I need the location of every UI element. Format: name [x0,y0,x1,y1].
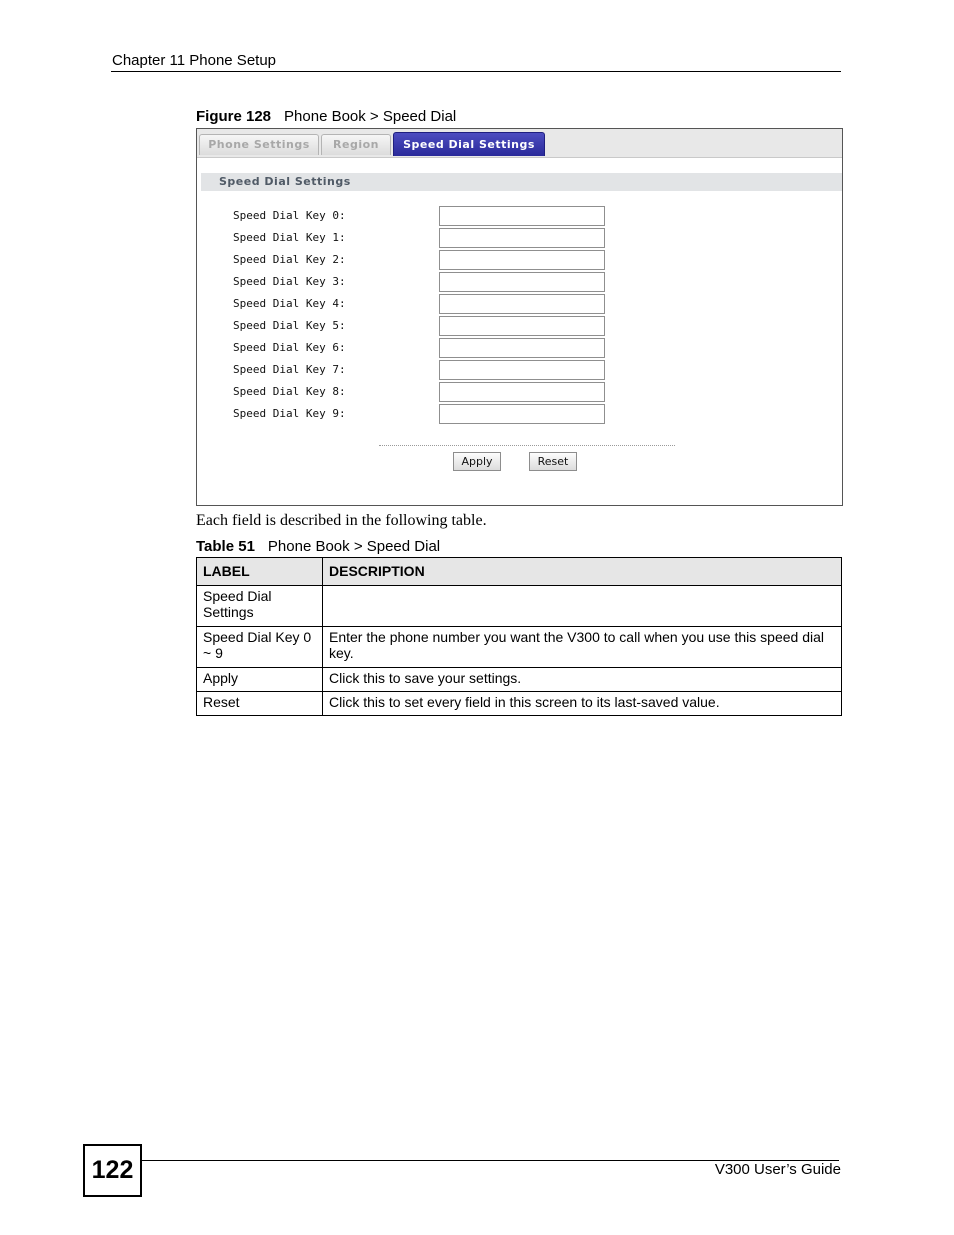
table-title: Phone Book > Speed Dial [267,538,441,555]
speed-dial-key-9-label: Speed Dial Key 9: [233,407,346,420]
table-header-row [197,558,842,586]
speed-dial-key-0-input[interactable] [439,206,605,226]
speed-dial-key-3-input[interactable] [439,272,605,292]
table-row [197,586,842,627]
apply-button[interactable]: Apply [453,452,501,471]
tab-bar [197,129,842,158]
speed-dial-key-2-label: Speed Dial Key 2: [233,253,346,266]
row-description-cell: Click this to save your settings. [323,668,842,692]
table-caption [196,538,440,555]
intro-text: Each field is described in the following table. [196,512,487,529]
tab-speed-dial-settings[interactable]: Speed Dial Settings [393,132,545,156]
speed-dial-key-7-label: Speed Dial Key 7: [233,363,346,376]
row-description-cell [323,586,842,627]
speed-dial-key-4-label: Speed Dial Key 4: [233,297,346,310]
figure-number: Figure 128 [196,108,272,125]
speed-dial-screenshot [196,128,843,506]
tab-region[interactable]: Region [321,134,391,155]
speed-dial-key-6-input[interactable] [439,338,605,358]
speed-dial-key-1-input[interactable] [439,228,605,248]
tab-phone-settings[interactable]: Phone Settings [199,134,319,155]
figure-caption [196,108,456,125]
page-number: 122 [83,1144,142,1197]
row-description-cell: Click this to set every field in this screen to its last-saved value. [323,692,842,716]
header-rule [111,71,841,72]
row-label-cell: Speed Dial Key 0 ~ 9 [197,627,323,668]
speed-dial-key-7-input[interactable] [439,360,605,380]
speed-dial-key-6-label: Speed Dial Key 6: [233,341,346,354]
reset-button[interactable]: Reset [529,452,577,471]
speed-dial-key-1-label: Speed Dial Key 1: [233,231,346,244]
row-label-cell: Speed Dial Settings [197,586,323,627]
speed-dial-key-4-input[interactable] [439,294,605,314]
table-number: Table 51 [196,538,255,555]
table-row [197,627,842,668]
section-title: Speed Dial Settings [219,175,351,188]
row-label-cell: Apply [197,668,323,692]
table-row [197,668,842,692]
speed-dial-key-5-input[interactable] [439,316,605,336]
speed-dial-key-2-input[interactable] [439,250,605,270]
speed-dial-key-5-label: Speed Dial Key 5: [233,319,346,332]
table-row [197,692,842,716]
footer-guide-title: V300 User’s Guide [714,1161,841,1178]
chapter-header: Chapter 11 Phone Setup [112,52,277,69]
speed-dial-key-0-label: Speed Dial Key 0: [233,209,346,222]
row-label-cell: Reset [197,692,323,716]
speed-dial-key-8-input[interactable] [439,382,605,402]
button-separator [379,445,675,446]
row-description-cell: Enter the phone number you want the V300 to call when you use this speed dial key. [323,627,842,668]
header-description: DESCRIPTION [323,558,842,586]
description-table [196,557,842,716]
speed-dial-key-3-label: Speed Dial Key 3: [233,275,346,288]
figure-title: Phone Book > Speed Dial [284,108,457,125]
section-title-bar [201,173,842,191]
speed-dial-key-8-label: Speed Dial Key 8: [233,385,346,398]
header-label: LABEL [197,558,323,586]
speed-dial-key-9-input[interactable] [439,404,605,424]
